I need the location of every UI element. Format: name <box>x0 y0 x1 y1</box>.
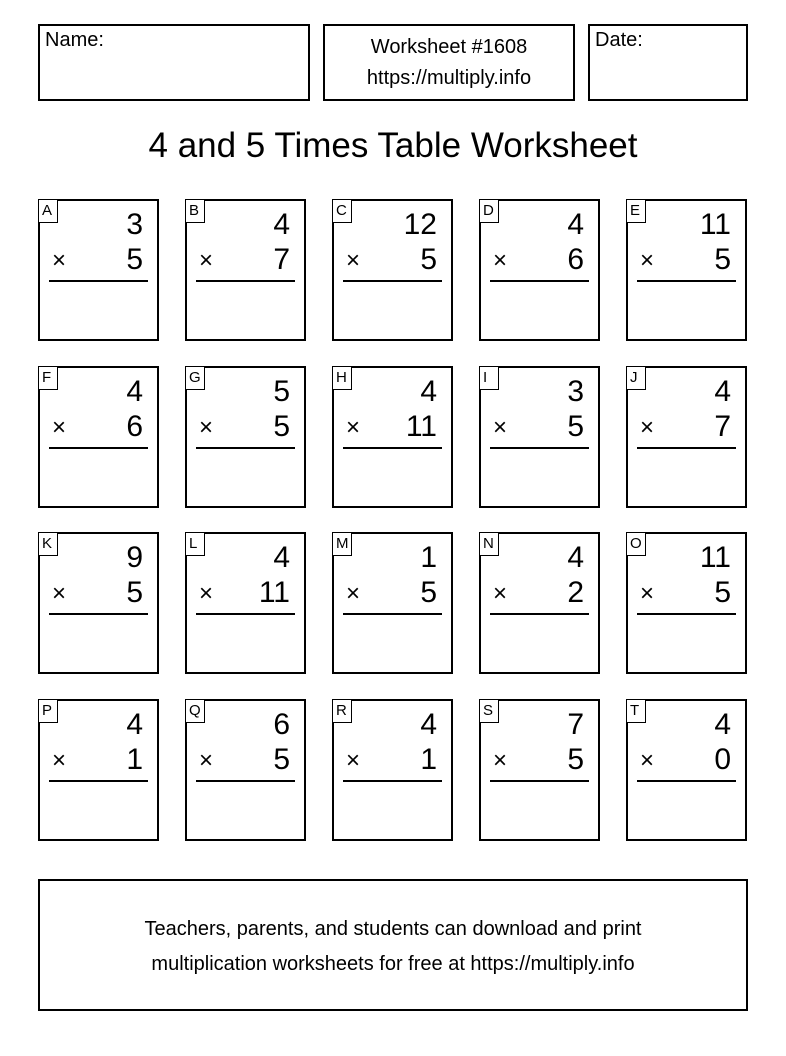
answer-line <box>637 780 736 782</box>
problem-letter: P <box>38 699 58 723</box>
answer-line <box>196 280 295 282</box>
problem-card <box>332 532 453 674</box>
multiply-sign-icon: × <box>493 414 508 441</box>
multiplier: 11 <box>405 410 437 443</box>
multiplicand: 4 <box>714 375 731 408</box>
problem-card <box>626 699 747 841</box>
answer-line <box>49 780 148 782</box>
problem-letter: S <box>479 699 499 723</box>
problem-card <box>38 532 159 674</box>
multiplicand: 1 <box>420 541 437 574</box>
multiply-sign-icon: × <box>52 414 67 441</box>
multiply-sign-icon: × <box>52 247 67 274</box>
multiply-sign-icon: × <box>640 247 655 274</box>
multiply-sign-icon: × <box>199 414 214 441</box>
problem-letter: T <box>626 699 646 723</box>
footer-text-line-2: multiplication worksheets for free at https://multiply.info <box>151 953 635 975</box>
multiplicand: 4 <box>126 708 143 741</box>
name-label: Name: <box>45 29 104 51</box>
multiply-sign-icon: × <box>346 247 361 274</box>
multiplier: 2 <box>567 576 584 609</box>
multiplicand: 4 <box>126 375 143 408</box>
problem-card <box>626 532 747 674</box>
problem-letter: H <box>332 366 352 390</box>
multiplier: 11 <box>258 576 290 609</box>
problem-card <box>38 699 159 841</box>
problem-letter: C <box>332 199 352 223</box>
answer-line <box>490 447 589 449</box>
answer-line <box>490 613 589 615</box>
multiplicand: 6 <box>273 708 290 741</box>
problem-card <box>185 366 306 508</box>
answer-line <box>49 613 148 615</box>
problem-card <box>479 199 600 341</box>
problem-letter: B <box>185 199 205 223</box>
problem-card <box>332 699 453 841</box>
problem-card <box>185 532 306 674</box>
multiplicand: 4 <box>420 375 437 408</box>
problem-letter: J <box>626 366 646 390</box>
problem-letter: D <box>479 199 499 223</box>
problem-card <box>479 532 600 674</box>
answer-line <box>343 780 442 782</box>
answer-line <box>49 280 148 282</box>
multiply-sign-icon: × <box>199 747 214 774</box>
multiplier: 5 <box>714 243 731 276</box>
problem-letter: F <box>38 366 58 390</box>
problem-card <box>38 366 159 508</box>
multiplier: 5 <box>567 410 584 443</box>
multiplicand: 4 <box>567 208 584 241</box>
problem-card <box>626 199 747 341</box>
multiplicand: 4 <box>714 708 731 741</box>
multiplicand: 5 <box>273 375 290 408</box>
multiplicand: 9 <box>126 541 143 574</box>
footer-text-line-1: Teachers, parents, and students can download and print <box>144 918 642 940</box>
answer-line <box>196 780 295 782</box>
multiplier: 5 <box>273 743 290 776</box>
multiply-sign-icon: × <box>640 747 655 774</box>
date-label: Date: <box>595 29 643 51</box>
multiply-sign-icon: × <box>640 414 655 441</box>
multiplicand: 4 <box>273 208 290 241</box>
page-title: 4 and 5 Times Table Worksheet <box>148 126 638 165</box>
multiplicand: 11 <box>699 208 731 241</box>
answer-line <box>343 280 442 282</box>
multiplier: 1 <box>420 743 437 776</box>
multiplier: 5 <box>714 576 731 609</box>
multiply-sign-icon: × <box>493 580 508 607</box>
problem-card <box>185 199 306 341</box>
multiplier: 6 <box>126 410 143 443</box>
problem-letter: Q <box>185 699 205 723</box>
footer-box <box>38 879 748 1011</box>
multiply-sign-icon: × <box>199 247 214 274</box>
multiply-sign-icon: × <box>346 414 361 441</box>
multiplier: 6 <box>567 243 584 276</box>
multiplicand: 11 <box>699 541 731 574</box>
multiply-sign-icon: × <box>493 747 508 774</box>
answer-line <box>637 447 736 449</box>
problem-letter: O <box>626 532 646 556</box>
multiplicand: 7 <box>567 708 584 741</box>
multiply-sign-icon: × <box>346 747 361 774</box>
worksheet-number: Worksheet #1608 <box>370 36 528 58</box>
multiply-sign-icon: × <box>493 247 508 274</box>
multiplicand: 12 <box>403 208 437 241</box>
answer-line <box>343 447 442 449</box>
multiplier: 5 <box>126 243 143 276</box>
answer-line <box>490 280 589 282</box>
problem-letter: K <box>38 532 58 556</box>
problem-letter: N <box>479 532 499 556</box>
multiplier: 0 <box>714 743 731 776</box>
multiplicand: 4 <box>420 708 437 741</box>
multiplicand: 3 <box>567 375 584 408</box>
multiplier: 7 <box>273 243 290 276</box>
problem-letter: I <box>479 366 499 390</box>
answer-line <box>637 280 736 282</box>
multiplier: 5 <box>273 410 290 443</box>
answer-line <box>343 613 442 615</box>
answer-line <box>49 447 148 449</box>
multiply-sign-icon: × <box>52 747 67 774</box>
problem-card <box>479 699 600 841</box>
answer-line <box>490 780 589 782</box>
problem-card <box>626 366 747 508</box>
problem-letter: R <box>332 699 352 723</box>
multiplicand: 3 <box>126 208 143 241</box>
multiplier: 5 <box>126 576 143 609</box>
multiplicand: 4 <box>273 541 290 574</box>
multiplier: 5 <box>420 576 437 609</box>
problem-letter: E <box>626 199 646 223</box>
multiply-sign-icon: × <box>199 580 214 607</box>
multiply-sign-icon: × <box>640 580 655 607</box>
multiplicand: 4 <box>567 541 584 574</box>
problem-letter: M <box>332 532 352 556</box>
multiply-sign-icon: × <box>52 580 67 607</box>
multiplier: 1 <box>126 743 143 776</box>
worksheet-url[interactable]: https://multiply.info <box>366 67 532 89</box>
problem-card <box>332 366 453 508</box>
problem-letter: A <box>38 199 58 223</box>
multiplier: 7 <box>714 410 731 443</box>
multiplier: 5 <box>567 743 584 776</box>
problem-letter: L <box>185 532 205 556</box>
problem-card <box>185 699 306 841</box>
problem-card <box>38 199 159 341</box>
answer-line <box>196 613 295 615</box>
multiply-sign-icon: × <box>346 580 361 607</box>
problem-letter: G <box>185 366 205 390</box>
answer-line <box>637 613 736 615</box>
problem-card <box>479 366 600 508</box>
multiplier: 5 <box>420 243 437 276</box>
answer-line <box>196 447 295 449</box>
problem-card <box>332 199 453 341</box>
